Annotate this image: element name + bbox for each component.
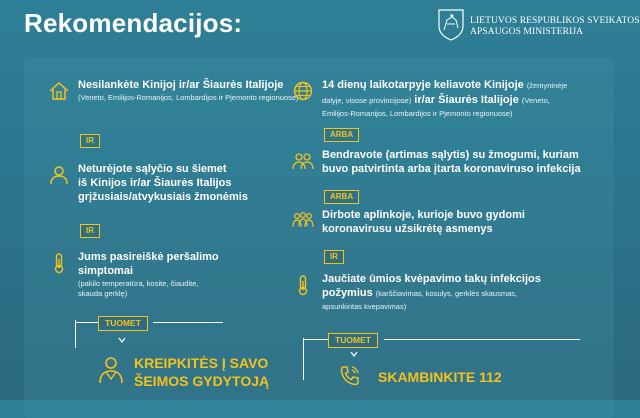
- ministry-logo: [436, 8, 640, 42]
- connector-line: [75, 320, 76, 348]
- contact-family-doctor-line1: KREIPKITĖS Į SAVO: [134, 355, 269, 371]
- cold-symptoms-line1: Jums pasireiškė peršalimo: [78, 251, 219, 263]
- respiratory-line2: požymius: [322, 287, 373, 299]
- thermometer-icon: [48, 252, 70, 274]
- ministry-name-line1: LIETUVOS RESPUBLIKOS SVEIKATOS: [470, 16, 640, 26]
- conjunction-ir-tag: IR: [80, 134, 100, 148]
- connector-line: [75, 322, 99, 323]
- coat-of-arms-icon: [436, 8, 466, 42]
- contact-line1: Bendravote (artimas sąlytis) su žmogumi, kuriam: [322, 149, 579, 161]
- conjunction-ir-tag: IR: [80, 224, 100, 238]
- contact-line2: buvo patvirtinta arba įtarta koronaviruso infekcija: [322, 163, 581, 175]
- contact-family-doctor-line2: ŠEIMOS GYDYTOJĄ: [134, 373, 270, 389]
- travel-provinces-note: dalyje, visose provincijose): [322, 96, 412, 105]
- group-icon: [292, 210, 314, 232]
- work-environment-line1: Dirbote aplinkoje, kurioje buvo gydomi: [322, 209, 525, 221]
- travel-mainland-note: (žemyninėje: [526, 81, 568, 90]
- connector-line: [303, 338, 304, 380]
- connector-line: [384, 339, 580, 340]
- no-contact-line3: grįžusiais/atvykusiais žmonėmis: [78, 191, 248, 203]
- no-visit-regions: (Veneto, Emilijos-Romanijos, Lombardijos ir Pjemonto regionuose): [78, 93, 299, 102]
- globe-icon: [292, 80, 314, 102]
- recommendations-panel: [24, 58, 614, 418]
- travel-veneto-note: (Veneto,: [521, 96, 550, 105]
- conjunction-ir-tag: IR: [324, 250, 344, 264]
- person-icon: [48, 164, 70, 186]
- cold-symptoms-detail: (pakilo temperatūra, kosite, čiaudite, skauda gerklę): [78, 279, 199, 298]
- respiratory-line1: Jaučiate ūmios kvėpavimo takų infekcijos: [322, 273, 541, 285]
- doctor-icon: [96, 354, 126, 384]
- travel-heading: 14 dienų laikotarpyje keliavote Kinijoje: [322, 79, 524, 91]
- cold-symptoms-line2: simptomai: [78, 265, 134, 277]
- page-title: Rekomendacijos:: [24, 8, 243, 38]
- thermometer-icon: [292, 274, 314, 296]
- chevron-down-icon: [350, 350, 358, 358]
- house-icon: [48, 80, 70, 102]
- chevron-down-icon: [118, 336, 126, 344]
- no-visit-heading: Nesilankėte Kinijoj ir/ar Šiaurės Italijoje: [78, 79, 284, 91]
- respiratory-detail1: (karščiavimas, kosulys, gerklės skausmas,: [375, 289, 518, 298]
- no-contact-line2: iš Kinijos ir/ar Šiaurės Italijos: [78, 177, 232, 189]
- people-icon: [292, 150, 314, 172]
- then-tag: TUOMET: [98, 316, 148, 331]
- phone-icon: [338, 364, 362, 388]
- connector-line: [153, 322, 223, 323]
- conjunction-arba-tag: ARBA: [324, 128, 359, 142]
- work-environment-line2: koronavirusu užsikrėtę asmenys: [322, 223, 493, 235]
- then-tag: TUOMET: [328, 333, 378, 348]
- connector-line: [303, 339, 329, 340]
- no-contact-line1: Neturėjote sąlyčio su šiemet: [78, 163, 227, 175]
- conjunction-arba-tag: ARBA: [324, 190, 359, 204]
- ministry-name-line2: APSAUGOS MINISTERIJA: [470, 27, 584, 37]
- call-112: SKAMBINKITE 112: [378, 369, 502, 385]
- travel-regions-note: Emilijos-Romanijos, Lombardijos ir Pjemonto regionuose): [322, 109, 513, 118]
- travel-italy: ir/ar Šiaurės Italijoje: [414, 94, 519, 106]
- respiratory-detail2: apsunkintas kvėpavimas): [322, 302, 407, 311]
